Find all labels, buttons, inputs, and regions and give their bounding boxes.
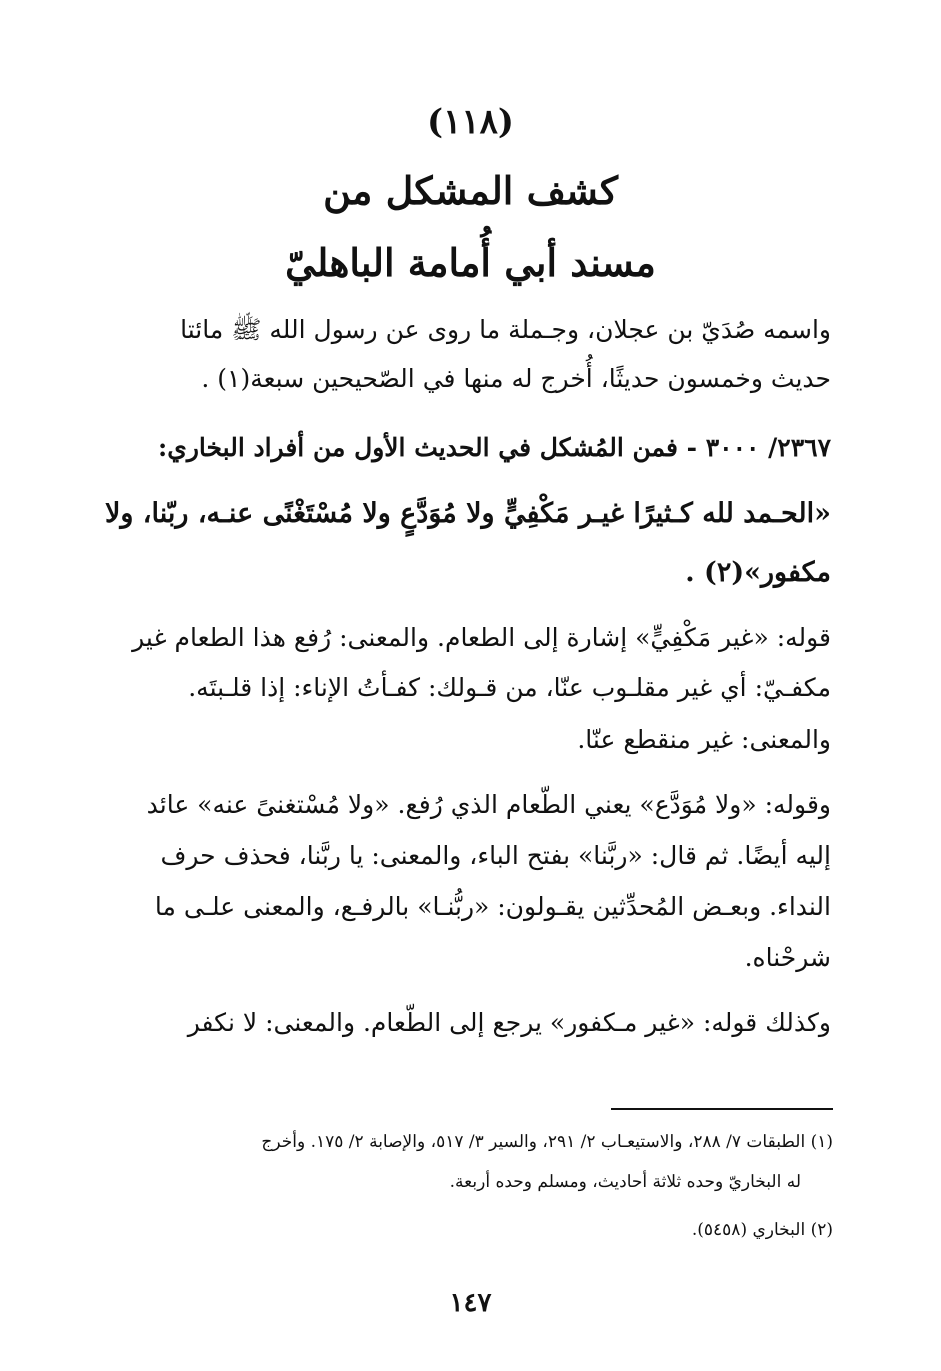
para1-line-2: مكفـيّ: أي غير مقلـوب عنّا، من قـولك: كفـأتُ الإناء: إذا قلـبتَه. [188,673,831,702]
footnote-divider [611,1108,833,1110]
hadith-text-line-2: مكفور»(٢) . [685,557,831,588]
chapter-number: (١١٨) [427,102,514,142]
para1-line-3: والمعنى: غير منقطع عنّا. [577,725,831,754]
chapter-title-line2: مسند أبي أُمامة الباهليّ [285,240,656,285]
para1-line-1: قوله: «غير مَكْفِيٍّ» إشارة إلى الطعام. والمعنى: رُفع هذا الطعام غير [132,623,831,652]
chapter-title-line1: كشف المشكل من [323,168,618,213]
intro-line-1: واسمه صُدَيّ بن عجلان، وجـملة ما روى عن رسول الله ﷺ مائتا [180,315,831,344]
para3-line-1: وكذلك قوله: «غير مـكفور» يرجع إلى الطّعام. والمعنى: لا نكفر [187,1008,831,1037]
intro-line-2: حديث وخمسون حديثًا، أُخرج له منها في الصّحيحين سبعة(١) . [201,364,831,393]
para2-line-1: وقوله: «ولا مُوَدَّع» يعني الطّعام الذي رُفع. «ولا مُسْتغنىً عنه» عائد [146,790,831,819]
hadith-header: ٢٣٦٧/ ٣٠٠٠ - فمن المُشكل في الحديث الأول من أفراد البخاري: [158,433,831,462]
footnote-1-line-1: (١) الطبقات ٧/ ٢٨٨، والاستيعـاب ٢/ ٢٩١، والسير ٣/ ٥١٧، والإصابة ٢/ ١٧٥. وأخرج [261,1132,833,1152]
footnote-1-line-2: له البخاريّ وحده ثلاثة أحاديث، ومسلم وحده أربعة. [449,1172,801,1192]
para2-line-4: شرحْناه. [744,943,831,972]
para2-line-2: إليه أيضًا. ثم قال: «ربَّنا» بفتح الباء، والمعنى: يا ربَّنا، فحذف حرف [160,841,831,870]
page-number: ١٤٧ [449,1288,492,1318]
hadith-text-line-1: «الحـمد لله كـثيرًا غيـر مَكْفِيٍّ ولا مُوَدَّعٍ ولا مُسْتَغْنًى عنـه، ربّنا، ولا [104,498,831,529]
para2-line-3: النداء. وبعـض المُحدِّثين يقـولون: «ربُّنـا» بالرفـع، والمعنى علـى ما [154,892,831,921]
footnote-2: (٢) البخاري (٥٤٥٨). [691,1220,833,1240]
